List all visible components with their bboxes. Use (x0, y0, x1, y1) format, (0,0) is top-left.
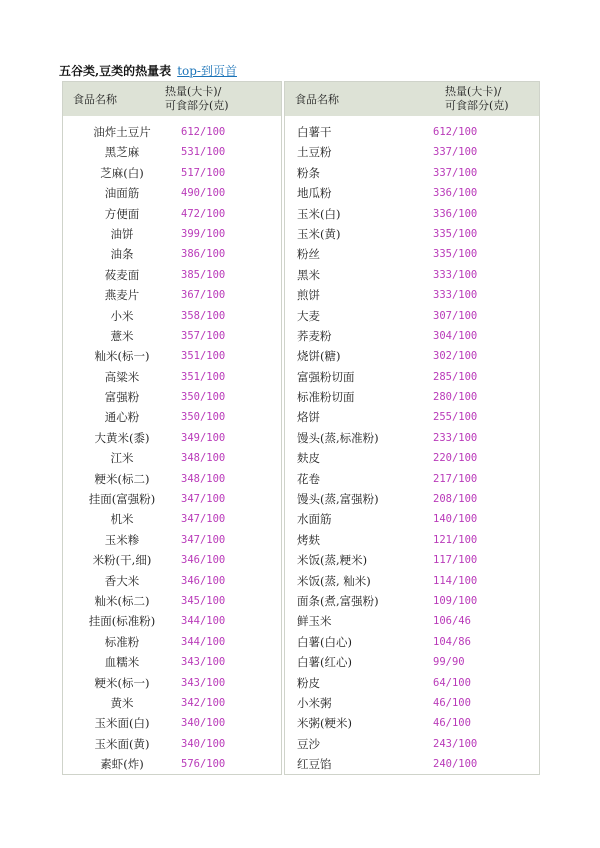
table-row (63, 224, 281, 244)
food-name: 粳米(标一) (94, 675, 150, 690)
table-row (285, 204, 539, 224)
calorie-value: 217/100 (433, 472, 478, 485)
food-name: 米饭(蒸, 籼米) (297, 573, 371, 588)
calorie-value: 336/100 (433, 187, 478, 200)
table-row (285, 591, 539, 611)
food-name: 籼米(标二) (94, 593, 150, 608)
table-row (63, 652, 281, 672)
calorie-value: 344/100 (181, 615, 226, 628)
food-name: 白薯(白心) (297, 634, 352, 649)
food-name: 米粉(干,细) (92, 553, 152, 568)
calorie-value: 347/100 (181, 513, 226, 526)
food-name: 白薯干 (297, 125, 332, 139)
food-name: 粳米(标二) (94, 471, 150, 486)
table-row (285, 122, 539, 142)
food-name: 玉米(黄) (297, 226, 341, 241)
table-header (63, 82, 281, 116)
calorie-value: 64/100 (433, 676, 471, 689)
calorie-value: 367/100 (181, 289, 226, 302)
calorie-tables (62, 81, 539, 773)
calorie-value: 240/100 (433, 758, 478, 771)
column-header-calories-line1: 热量(大卡)/ (165, 85, 222, 98)
calorie-value: 335/100 (433, 248, 478, 261)
calorie-value: 337/100 (433, 146, 478, 159)
calorie-value: 348/100 (181, 472, 226, 485)
food-name: 机米 (110, 512, 134, 527)
calorie-value: 517/100 (181, 166, 226, 179)
food-name: 粉皮 (297, 675, 320, 690)
table-row (63, 693, 281, 713)
table-row (63, 469, 281, 489)
food-name: 香大米 (104, 573, 140, 588)
table-row (63, 530, 281, 550)
table-row (285, 285, 539, 305)
calorie-value: 104/86 (433, 635, 471, 648)
calorie-value: 340/100 (181, 717, 226, 730)
food-name: 油条 (110, 247, 134, 262)
table-row (63, 204, 281, 224)
food-name: 地瓜粉 (297, 186, 332, 201)
food-name: 米粥(粳米) (297, 716, 352, 731)
calorie-value: 351/100 (181, 370, 226, 383)
calorie-value: 350/100 (181, 411, 226, 424)
calorie-value: 304/100 (433, 329, 478, 342)
calorie-value: 46/100 (433, 696, 471, 709)
food-name: 水面筋 (297, 512, 332, 527)
calorie-value: 399/100 (181, 227, 226, 240)
food-name: 麸皮 (297, 451, 320, 466)
calorie-value: 346/100 (181, 554, 226, 567)
table-row (63, 713, 281, 733)
food-name: 油炸土豆片 (93, 125, 151, 139)
food-name: 花卷 (297, 471, 320, 486)
column-header-calories-line1: 热量(大卡)/ (445, 85, 502, 98)
table-row (285, 346, 539, 366)
calorie-value: 612/100 (181, 126, 226, 138)
food-name: 豆沙 (297, 736, 320, 751)
calorie-value: 346/100 (181, 574, 226, 587)
food-name: 玉米(白) (297, 206, 341, 221)
table-row (63, 632, 281, 652)
food-name: 烤麸 (297, 532, 320, 547)
food-name: 高粱米 (104, 369, 140, 384)
calorie-value: 109/100 (433, 594, 478, 607)
calorie-value: 336/100 (433, 207, 478, 220)
page-heading (59, 62, 237, 79)
table-row (63, 387, 281, 407)
calorie-value: 208/100 (433, 493, 478, 506)
food-name: 莜麦面 (104, 267, 140, 282)
calorie-value: 385/100 (181, 268, 226, 281)
calorie-value: 335/100 (433, 227, 478, 240)
calorie-value: 220/100 (433, 452, 478, 465)
table-row (63, 244, 281, 264)
column-header-calories-line2: 可食部分(克) (445, 99, 509, 112)
food-name: 油饼 (110, 226, 134, 241)
table-row (285, 244, 539, 264)
table-row (63, 571, 281, 591)
table-row (285, 224, 539, 244)
column-header-food-name: 食品名称 (295, 93, 339, 106)
calorie-value: 333/100 (433, 268, 478, 281)
food-name: 小米 (110, 308, 134, 323)
table-row (63, 591, 281, 611)
food-name: 粉丝 (297, 247, 320, 262)
table-row (285, 387, 539, 407)
calorie-value: 337/100 (433, 166, 478, 179)
calorie-value: 342/100 (181, 696, 226, 709)
food-name: 烙饼 (297, 410, 320, 425)
food-name: 馒头(蒸,富强粉) (297, 492, 379, 507)
food-name: 通心粉 (104, 410, 140, 425)
calorie-value: 490/100 (181, 187, 226, 200)
table-row (285, 183, 539, 203)
table-row (63, 163, 281, 183)
food-name: 挂面(富强粉) (88, 492, 156, 507)
table-row (285, 428, 539, 448)
table-row (285, 489, 539, 509)
food-name: 芝麻(白) (100, 165, 144, 180)
table-row (63, 122, 281, 142)
food-name: 煎饼 (297, 288, 320, 303)
food-name: 江米 (110, 451, 134, 466)
table-row (63, 367, 281, 387)
table-row (63, 407, 281, 427)
food-name: 富强粉切面 (297, 369, 355, 384)
calorie-value: 99/90 (433, 656, 465, 669)
calorie-value: 351/100 (181, 350, 226, 363)
calorie-value: 344/100 (181, 635, 226, 648)
table-row (63, 673, 281, 693)
table-row (63, 489, 281, 509)
calorie-table-left (62, 81, 282, 775)
calorie-table-right (284, 81, 540, 775)
table-row (285, 734, 539, 754)
food-name: 烧饼(糖) (297, 349, 341, 364)
table-row (285, 163, 539, 183)
calorie-value: 576/100 (181, 758, 226, 771)
column-header-calories (445, 85, 509, 113)
table-row (63, 265, 281, 285)
calorie-value: 340/100 (181, 737, 226, 750)
calorie-value: 121/100 (433, 533, 478, 546)
calorie-value: 114/100 (433, 574, 478, 587)
table-row (285, 448, 539, 468)
food-name: 土豆粉 (297, 145, 332, 160)
page-title: 五谷类,豆类的热量表 (59, 64, 172, 78)
column-header-calories-line2: 可食部分(克) (165, 99, 229, 112)
calorie-value: 472/100 (181, 207, 226, 220)
table-row (285, 306, 539, 326)
food-name: 素虾(炸) (100, 757, 144, 772)
food-name: 血糯米 (104, 655, 140, 670)
calorie-value: 348/100 (181, 452, 226, 465)
table-row (285, 142, 539, 162)
calorie-value: 358/100 (181, 309, 226, 322)
calorie-value: 285/100 (433, 370, 478, 383)
table-row (285, 469, 539, 489)
table-row (63, 142, 281, 162)
calorie-value: 117/100 (433, 554, 478, 567)
food-name: 方便面 (104, 206, 140, 221)
table-row (285, 530, 539, 550)
calorie-value: 347/100 (181, 493, 226, 506)
calorie-value: 350/100 (181, 391, 226, 404)
food-name: 馒头(蒸,标准粉) (297, 430, 379, 445)
food-name: 白薯(红心) (297, 655, 352, 670)
food-name: 薏米 (110, 328, 134, 343)
table-body (63, 122, 281, 775)
food-name: 大麦 (297, 308, 320, 323)
calorie-value: 347/100 (181, 533, 226, 546)
table-body (285, 122, 539, 775)
food-name: 籼米(标一) (94, 349, 150, 364)
calorie-value: 280/100 (433, 391, 478, 404)
table-row (285, 509, 539, 529)
table-row (285, 407, 539, 427)
table-row (63, 448, 281, 468)
table-row (285, 367, 539, 387)
table-row (63, 326, 281, 346)
calorie-value: 255/100 (433, 411, 478, 424)
food-name: 黄米 (110, 695, 134, 710)
table-row (63, 285, 281, 305)
table-row (285, 754, 539, 774)
table-header (285, 82, 539, 116)
calorie-value: 302/100 (433, 350, 478, 363)
table-row (285, 550, 539, 570)
food-name: 油面筋 (104, 186, 140, 201)
food-name: 鲜玉米 (297, 614, 332, 629)
food-name: 玉米面(黄) (94, 736, 150, 751)
food-name: 粉条 (297, 165, 320, 180)
calorie-value: 612/100 (433, 126, 478, 138)
food-name: 小米粥 (297, 695, 332, 710)
food-name: 挂面(标准粉) (88, 614, 156, 629)
food-name: 玉米面(白) (94, 716, 150, 731)
food-name: 面条(煮,富强粉) (297, 593, 379, 608)
table-row (285, 265, 539, 285)
table-row (63, 734, 281, 754)
table-row (285, 571, 539, 591)
food-name: 玉米糁 (104, 532, 140, 547)
column-header-food-name: 食品名称 (73, 93, 117, 106)
calorie-value: 243/100 (433, 737, 478, 750)
food-name: 标准粉 (104, 634, 140, 649)
food-name: 米饭(蒸,粳米) (297, 553, 368, 568)
table-row (63, 183, 281, 203)
calorie-value: 46/100 (433, 717, 471, 730)
table-row (285, 693, 539, 713)
column-header-calories (165, 85, 229, 113)
calorie-value: 349/100 (181, 431, 226, 444)
food-name: 燕麦片 (104, 288, 140, 303)
food-name: 标准粉切面 (297, 390, 355, 405)
food-name: 黑芝麻 (104, 145, 140, 160)
calorie-value: 307/100 (433, 309, 478, 322)
table-row (285, 673, 539, 693)
calorie-value: 333/100 (433, 289, 478, 302)
calorie-value: 386/100 (181, 248, 226, 261)
calorie-value: 343/100 (181, 656, 226, 669)
calorie-value: 531/100 (181, 146, 226, 159)
calorie-value: 345/100 (181, 594, 226, 607)
table-row (63, 509, 281, 529)
food-name: 红豆馅 (297, 757, 332, 772)
table-row (63, 754, 281, 774)
food-name: 黑米 (297, 267, 320, 282)
table-row (285, 632, 539, 652)
calorie-value: 233/100 (433, 431, 478, 444)
table-row (63, 306, 281, 326)
table-row (63, 611, 281, 631)
table-row (285, 713, 539, 733)
table-row (63, 550, 281, 570)
calorie-value: 357/100 (181, 329, 226, 342)
calorie-value: 343/100 (181, 676, 226, 689)
calorie-value: 140/100 (433, 513, 478, 526)
food-name: 大黄米(黍) (94, 430, 150, 445)
food-name: 富强粉 (104, 390, 140, 405)
calorie-value: 106/46 (433, 615, 471, 628)
table-row (63, 428, 281, 448)
top-link[interactable]: top-到页首 (177, 64, 237, 78)
food-name: 荞麦粉 (297, 328, 332, 343)
table-row (63, 346, 281, 366)
table-row (285, 326, 539, 346)
table-row (285, 652, 539, 672)
table-row (285, 611, 539, 631)
